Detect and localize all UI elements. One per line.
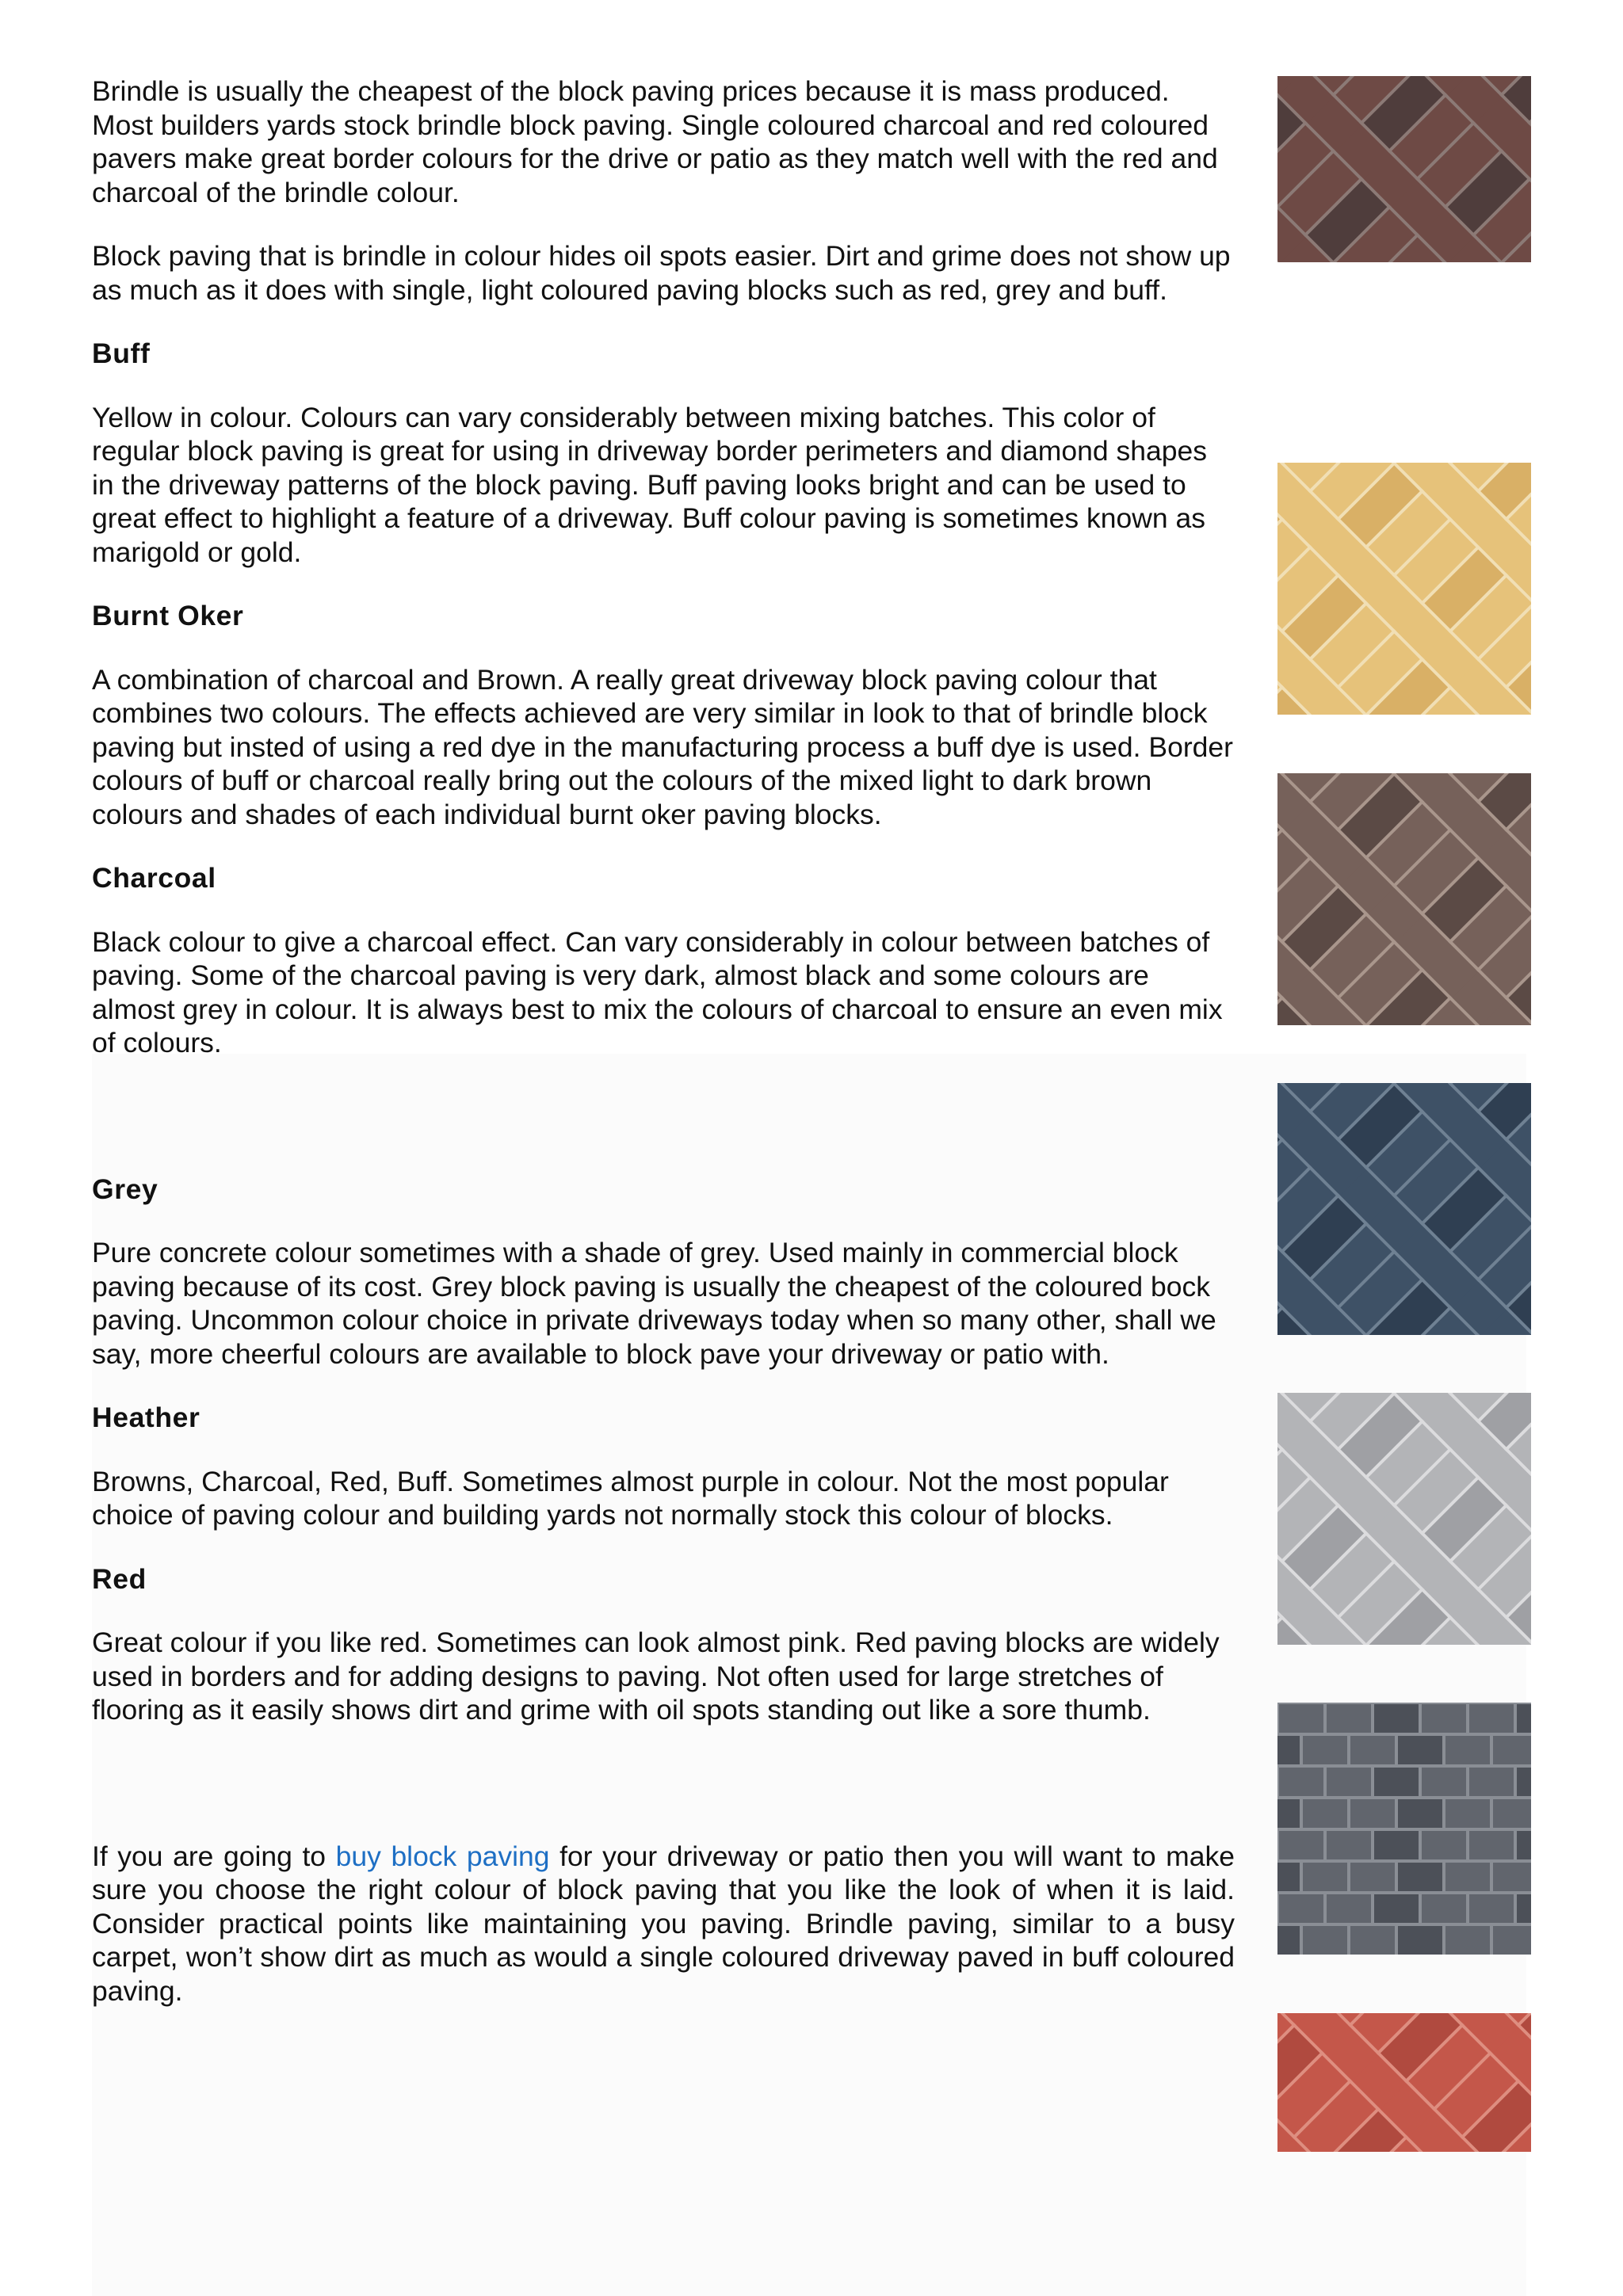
red-text: Great colour if you like red. Sometimes can look almost pink. Red paving blocks are widely used in borders and for adding designs to paving. Not often used for large stretches of flooring as it easily shows dirt and grime with oil spots standing out like a sore thumb. <box>92 1627 1220 1726</box>
buff-text: Yellow in colour. Colours can vary considerably between mixing batches. This color of regular block paving is great for using in driveway border perimeters and diamond shapes in the driveway patterns of the block paving. Buff paving looks bright and can be used to great effect to highlight a feature of a driveway. Buff colour paving is sometimes known as marigold or gold. <box>92 401 1207 568</box>
buy-block-paving-link[interactable]: buy block paving <box>335 1840 550 1872</box>
buff-paving-swatch <box>1277 463 1531 715</box>
red-paving-swatch <box>1277 2013 1531 2152</box>
article-body <box>92 74 1235 2008</box>
closing-text-end: for your driveway or patio then you will want to make sure you choose the right colour of block paving that you like the look of when it is laid. Consider practical points like maintaining you paving. Brindle paving, similar to a busy carpet, won’t show dirt as much as would a single coloured driveway paved in buff coloured paving. <box>92 1840 1235 2007</box>
burnt-oker-text: A combination of charcoal and Brown. A really great driveway block paving colour that combines two colours. The effects achieved are very similar in look to that of brindle block paving but insted of using a red dye in the manufacturing process a buff dye is used. Border colours of buff or charcoal really bring out the colours of the mixed light to dark brown colours and shades of each individual burnt oker paving blocks. <box>92 663 1233 830</box>
grey-text: Pure concrete colour sometimes with a shade of grey. Used mainly in commercial block paving because of its cost. Grey block paving is usually the cheapest of the coloured bock paving. Uncommon colour choice in private driveways today when so many other, shall we say, more cheerful colours are available to block pave your driveway or patio with. <box>92 1237 1216 1370</box>
brindle-paving-swatch <box>1277 76 1531 262</box>
red-heading: Red <box>92 1562 147 1595</box>
buff-heading: Buff <box>92 338 151 369</box>
charcoal-heading: Charcoal <box>92 862 216 894</box>
grey-heading: Grey <box>92 1173 158 1205</box>
charcoal-text: Black colour to give a charcoal effect. Can vary considerably in colour between batches of paving. Some of the charcoal paving is very dark, almost black and some colours are almost grey in colour. It is always best to mix the colours of charcoal to ensure an even mix of colours. <box>92 925 1223 1058</box>
burnt-oker-heading: Burnt Oker <box>92 600 244 631</box>
heather-heading: Heather <box>92 1402 200 1433</box>
closing-paragraph <box>92 1840 1235 2008</box>
closing-text-start: If you are going to <box>92 1840 336 1872</box>
charcoal-paving-swatch <box>1277 1083 1531 1335</box>
grey-paving-swatch <box>1277 1393 1531 1645</box>
heather-text: Browns, Charcoal, Red, Buff. Sometimes almost purple in colour. Not the most popular choice of paving colour and building yards not normally stock this colour of blocks. <box>92 1465 1169 1531</box>
burnt-oker-paving-swatch <box>1277 773 1531 1025</box>
spacer <box>92 1090 1235 1173</box>
brindle-paragraph-1: Brindle is usually the cheapest of the block paving prices because it is mass produced. Most builders yards stock brindle block paving. Single coloured charcoal and red coloured pavers make great border colours for the drive or patio as they match well with the red and charcoal of the brindle colour. <box>92 75 1218 208</box>
heather-paving-swatch <box>1277 1703 1531 1955</box>
spacer <box>92 1757 1235 1840</box>
brindle-paragraph-2: Block paving that is brindle in colour hides oil spots easier. Dirt and grime does not show up as much as it does with single, light coloured paving blocks such as red, grey and buff. <box>92 240 1231 306</box>
